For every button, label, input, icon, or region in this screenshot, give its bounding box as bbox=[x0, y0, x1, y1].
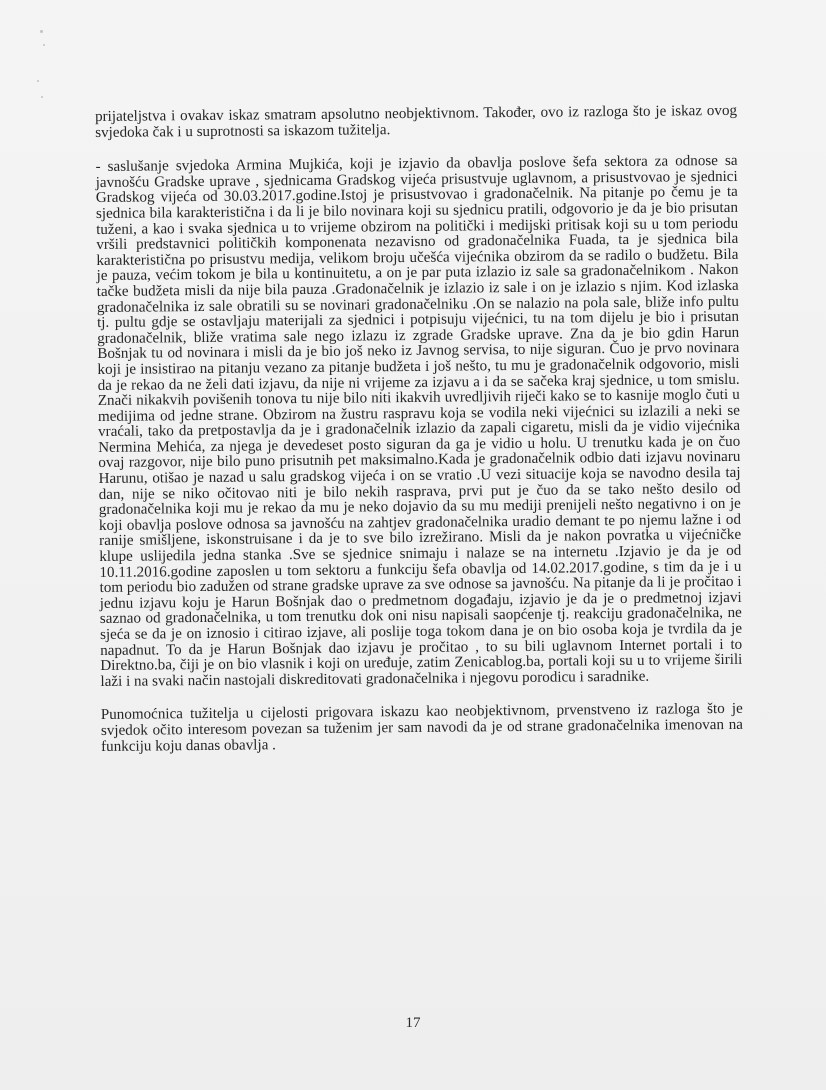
paragraph-intro: prijateljstva i ovakav iskaz smatram apsolutno neobjektivnom. Također, ovo iz razloga što je iskaz ovog svjedoka čak i u suprotnosti sa iskazom tužitelja. bbox=[94, 102, 738, 141]
scan-speck bbox=[41, 96, 43, 98]
page-number: 17 bbox=[405, 1015, 421, 1031]
paragraph-objection: Punomoćnica tužitelja u cijelosti prigovara iskazu kao neobjektivnom, prvenstveno iz razloga što je svjedok očito interesom povezan sa tuženim jer sam navodi da je od strane gradonačelnika imenovan na funkciju koju danas obavlja . bbox=[100, 701, 744, 755]
document-body bbox=[95, 104, 743, 755]
paragraph-witness-testimony: - saslušanje svjedoka Armina Mujkića, koji je izjavio da obavlja poslove šefa sektora za odnose sa javnošću Gradske uprave , sjednicama Gradskog vijeća prisustvuje uglavnom, a prisustvovao je sjednici Gradskog vijeća od 30.03.2017.godine.Istoj je prisustvovao i gradonačelnik. Na pitanje po čemu je ta sjednica bila karakteristična i da li je bilo novinara koji su sjednicu pratili, odgovorio je da je bio prisutan tuženi, a kao i svaka sjednica u to vrijeme obzirom na politički i medijski pritisak koji su u tom periodu vršili predstavnici političkih komponenata nezavisno od gradonačelnika Fuada, ta je sjednica bila karakteristična po prisustvu medija, velikom broju učešća vijećnika obzirom da se radilo o budžetu. Bila je pauza, većim tokom je bila u kontinuitetu, a on je par puta izlazio iz sale sa gradonačelnikom . Nakon tačke budžeta misli da nije bila pauza .Gradonačelnik je izlazio iz sale i on je izlazio s njim. Kod izlaska gradonačelnika iz sale obratili su se novinari gradonačelniku .On se nalazio na pola sale, bliže info pultu tj. pultu gdje se ostavljaju materijali za sjednici i potpisuju vijećnici, tu na tom dijelu je bio i prisutan gradonačelnik, bliže vratima sale nego izlazu iz zgrade Gradske uprave. Zna da je bio gdin Harun Bošnjak tu od novinara i misli da je bio još neko iz Javnog servisa, to nije siguran. Čuo je prvo novinara koji je insistirao na pitanju vezano za pitanje budžeta i još nešto, tu mu je gradonačelnik odgovorio, misli da je rekao da ne želi dati izjavu, da nije ni vrijeme za izjavu a i da se sačeka kraj sjednice, u tom smislu. Znači nikakvih povišenih tonova tu nije bilo niti ikakvih uvredljivih riječi kako se to kasnije moglo čuti u medijima od jedne strane. Obzirom na žustru raspravu koja se vodila neki vijećnici su izlazili a neki se vraćali, tako da pretpostavlja da je i gradonačelnik izlazio da zapali cigaretu, misli da je vidio vijećnika Nermina Mehića, za njega je devedeset posto siguran da ga je vidio u holu. U trenutku kada je on čuo ovaj razgovor, nije bilo puno prisutnih pet maksimalno.Kada je gradonačelnik odbio dati izjavu novinaru Harunu, otišao je nazad u salu gradskog vijeća i on se vratio .U vezi situacije koja se navodno desila taj dan, nije se niko očitovao niti je bilo nekih rasprava, prvi put je čuo da se tako nešto desilo od gradonačelnika koji mu je rekao da mu je neko dojavio da su mu mediji prenijeli nešto negativno i on je koji obavlja poslove odnosa sa javnošću na zahtjev gradonačelnika uradio demant te po njemu lažne i od ranije smišljene, iskonstruisane i da je to sve bilo izrežirano. Misli da je nakon povratka u vijećničke klupe uslijedila jedna stanka .Sve se sjednice snimaju i nalazе se na internetu .Izjavio je da je od 10.11.2016.godine zaposlen u tom sektoru a funkciju šefa obavlja od 14.02.2017.godine, s tim da je i u tom periodu bio zadužen od strane gradske uprave za sve odnose sa javnošću. Na pitanje da li je pročitao i jednu izjavu koju je Harun Bošnjak dao o predmetnom događaju, izjavio je da je o predmetnoj izjavi saznao od gradonačelnika, u tom trenutku dok oni nisu napisali saopćenje tj. reakciju gradonačelnika, ne sjeća se da je on iznosio i citirao izjave, ali poslije toga tokom dana je on bio osoba koja je tvrdila da je napadnut. To da je Harun Bošnjak dao izjavu je pročitao , to su bili uglavnom Internet portali i to Direktno.ba, čiji je on bio vlasnik i koji on uređuje, zatim Zenicablog.ba, portali koji su u to vrijeme širili laži i na svaki način nastojali diskreditovati gradonačelnika i njegovu porodicu i saradnike. bbox=[95, 153, 743, 690]
scan-speck bbox=[37, 80, 39, 82]
scan-speck bbox=[43, 44, 45, 46]
scan-speck bbox=[40, 30, 43, 33]
